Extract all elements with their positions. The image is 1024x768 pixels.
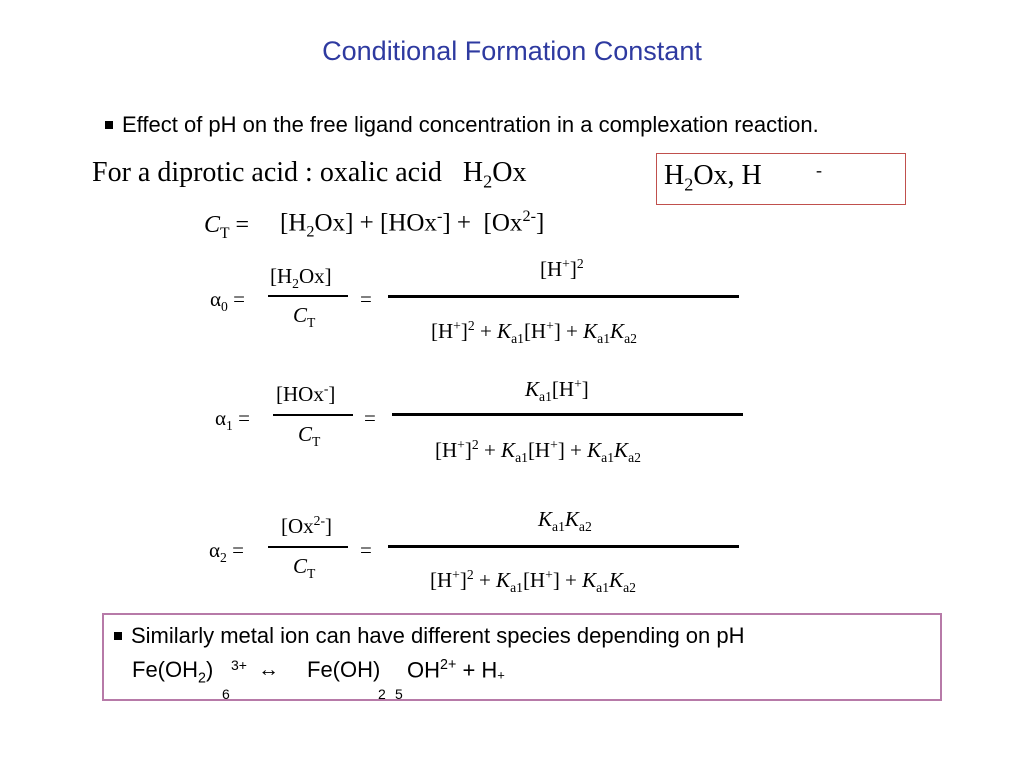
a2-rnum-sub2: a2	[578, 519, 592, 535]
metal-ion-reaction	[132, 657, 213, 686]
ct-term1: [H	[280, 209, 307, 237]
a1-rnum-sup: +	[574, 376, 582, 391]
alpha1-rhs-bar	[392, 413, 743, 416]
den-k1-sub: a1	[511, 331, 524, 347]
den-k1: K	[496, 568, 511, 592]
den-mid-sup: +	[545, 567, 553, 582]
alpha0-sub: 0	[221, 299, 228, 315]
a0-num: [H	[270, 264, 293, 288]
alpha0-eq: =	[233, 287, 245, 311]
den-plus1: +	[474, 319, 498, 343]
formula-tail: Ox	[492, 157, 527, 188]
den-p1-sup: +	[457, 437, 465, 452]
metal-ion-line1	[114, 623, 745, 649]
den-k2-sub: a1	[601, 450, 615, 466]
den-p1-sup: +	[453, 318, 461, 333]
ct-term1-tail: Ox] + [HOx	[314, 209, 437, 237]
den-k2: K	[583, 319, 598, 343]
alpha0-rhs-denominator	[431, 318, 637, 347]
den-k3-sub: a2	[624, 331, 637, 347]
den-mid-tail: ] +	[553, 319, 584, 343]
alpha1-fraction-bar	[273, 414, 353, 416]
alpha1-denominator	[298, 422, 320, 450]
den-k1: K	[501, 438, 516, 462]
a1-rnum-sub: a1	[539, 389, 552, 405]
equilibrium-arrow-icon: ↔	[258, 657, 279, 681]
alpha0-numerator	[270, 264, 332, 292]
a2-num-sup: 2-	[313, 513, 326, 528]
a1-rnum-end: ]	[581, 377, 589, 401]
alpha2-symbol: α	[209, 538, 221, 562]
formula-sub: 2	[483, 171, 493, 192]
den-k1-sub: a1	[510, 580, 523, 596]
a0-num-tail: Ox]	[299, 264, 332, 288]
ct-label	[204, 212, 249, 243]
den-mid-tail: ] +	[557, 438, 588, 462]
fe1-sup: 3+	[231, 657, 247, 673]
den-p1-tail: ]	[459, 568, 467, 592]
alpha2-eq2: =	[360, 538, 372, 562]
alpha2-sub: 2	[220, 550, 227, 566]
alpha1-eq2: =	[364, 406, 376, 430]
a0-rnum: [H	[540, 257, 563, 281]
den-k2-sub: a1	[596, 580, 610, 596]
a2-den-sub: T	[307, 566, 316, 582]
species-sub: 2	[684, 174, 694, 195]
alpha2-numerator	[281, 513, 332, 539]
a2-rnum-sub1: a1	[552, 519, 565, 535]
a2-rnum-k1: K	[538, 507, 553, 531]
fe1-close: )	[205, 657, 214, 682]
fe1: Fe(OH	[132, 657, 198, 682]
a2-num-tail: ]	[325, 514, 333, 538]
fe2	[307, 657, 380, 683]
a0-rnum-sup: +	[562, 256, 570, 271]
den-p1-tail: ]	[460, 319, 468, 343]
den-p1: [H	[430, 568, 453, 592]
diprotic-prefix: For a diprotic acid : oxalic acid	[92, 157, 442, 188]
a1-num: [HOx	[276, 382, 324, 406]
alpha1-rhs-denominator	[435, 437, 641, 466]
a0-den-sub: T	[307, 315, 316, 331]
den-k3: K	[610, 319, 625, 343]
den-mid: [H	[522, 568, 546, 592]
den-k3: K	[609, 568, 624, 592]
bullet-square-icon	[114, 632, 122, 640]
page-title: Conditional Formation Constant	[322, 36, 702, 66]
alpha0-eq2: =	[360, 287, 372, 311]
den-mid-tail: ] +	[552, 568, 583, 592]
a2-den: C	[293, 554, 308, 578]
ct-eq: =	[235, 212, 250, 238]
alpha2-rhs-denominator	[430, 567, 636, 596]
species-sup: -	[816, 160, 822, 180]
alpha1-label	[215, 406, 250, 434]
alpha2-denominator	[293, 554, 315, 582]
a1-num-sup: -	[323, 381, 329, 396]
ct-term2-sup: -	[436, 207, 443, 225]
ct-sub: T	[220, 224, 230, 242]
alpha1-eq: =	[238, 406, 250, 430]
h-sup: +	[497, 667, 505, 683]
alpha1-numerator	[276, 381, 335, 407]
ct-term3-sup: 2-	[522, 207, 536, 225]
den-k1: K	[497, 319, 512, 343]
alpha0-rhs-bar	[388, 295, 739, 298]
formula-h: H	[462, 157, 484, 188]
alpha0-label	[210, 287, 245, 315]
den-p1: [H	[431, 319, 454, 343]
den-k3: K	[614, 438, 629, 462]
ct-term2-tail: ] +	[442, 209, 472, 237]
ct-term3: [Ox	[483, 209, 523, 237]
a0-rnum-sup2: 2	[576, 256, 584, 271]
den-p1-sup: +	[452, 567, 460, 582]
a1-rnum-tail: [H	[551, 377, 575, 401]
den-p1-tail: ]	[464, 438, 472, 462]
fe1-sub: 2	[198, 670, 206, 687]
fe2-sub5: 5	[395, 686, 403, 702]
alpha2-rhs-bar	[388, 545, 739, 548]
alpha2-fraction-bar	[268, 546, 348, 548]
alpha0-denominator	[293, 303, 315, 331]
fe2-text: Fe(OH	[307, 657, 373, 682]
alpha0-fraction-bar	[268, 295, 348, 297]
species-tail: Ox, H	[693, 160, 762, 191]
alpha0-rhs-numerator	[540, 256, 584, 282]
a2-num: [Ox	[281, 514, 314, 538]
den-mid-sup: +	[546, 318, 554, 333]
den-p1: [H	[435, 438, 458, 462]
fe2-oh: OH	[407, 657, 440, 683]
alpha1-rhs-numerator	[525, 376, 589, 405]
den-k2: K	[587, 438, 602, 462]
den-p1-sup2: 2	[466, 567, 474, 582]
a0-rnum-tail: ]	[569, 257, 577, 281]
den-k3-sub: a2	[628, 450, 641, 466]
bullet-square-icon	[105, 121, 113, 129]
alpha1-symbol: α	[215, 406, 227, 430]
ct-sum	[280, 207, 544, 241]
den-plus1: +	[478, 438, 502, 462]
a0-den: C	[293, 303, 308, 327]
den-mid-sup: +	[550, 437, 558, 452]
a0-num-sub: 2	[292, 276, 299, 292]
fe1-sub6: 6	[222, 686, 230, 702]
fe2-sub2: 2	[378, 686, 386, 702]
alpha2-eq: =	[232, 538, 244, 562]
a1-den-sub: T	[312, 434, 321, 450]
den-k1-sub: a1	[515, 450, 528, 466]
fe2-tail	[407, 657, 505, 683]
species-box-text	[664, 160, 762, 196]
bullet-effect-of-ph	[105, 112, 819, 138]
bullet-text: Effect of pH on the free ligand concentration in a complexation reaction.	[122, 112, 819, 137]
den-p1-sup2: 2	[467, 318, 475, 333]
species-h: H	[664, 160, 685, 191]
alpha0-symbol: α	[210, 287, 222, 311]
alpha2-rhs-numerator	[538, 507, 592, 535]
den-k2: K	[582, 568, 597, 592]
ct-term1-sub: 2	[306, 222, 315, 241]
fe2-close: )	[373, 657, 381, 682]
a2-rnum-k2: K	[564, 507, 579, 531]
alpha2-label	[209, 538, 244, 566]
ct-term3-tail: ]	[535, 209, 545, 237]
ct-c: C	[204, 212, 221, 238]
a1-rnum-k: K	[525, 377, 540, 401]
den-k3-sub: a2	[623, 580, 636, 596]
alpha1-sub: 1	[226, 418, 233, 434]
den-plus1: +	[473, 568, 497, 592]
a1-den: C	[298, 422, 313, 446]
a1-num-tail: ]	[328, 382, 336, 406]
den-mid: [H	[523, 319, 547, 343]
diprotic-acid-line	[92, 157, 526, 193]
den-p1-sup2: 2	[471, 437, 479, 452]
den-k2-sub: a1	[597, 331, 611, 347]
den-mid: [H	[527, 438, 551, 462]
plus-h: + H	[462, 657, 498, 683]
metal-ion-text: Similarly metal ion can have different species depending on pH	[131, 623, 745, 648]
fe2-sup: 2+	[440, 657, 457, 673]
